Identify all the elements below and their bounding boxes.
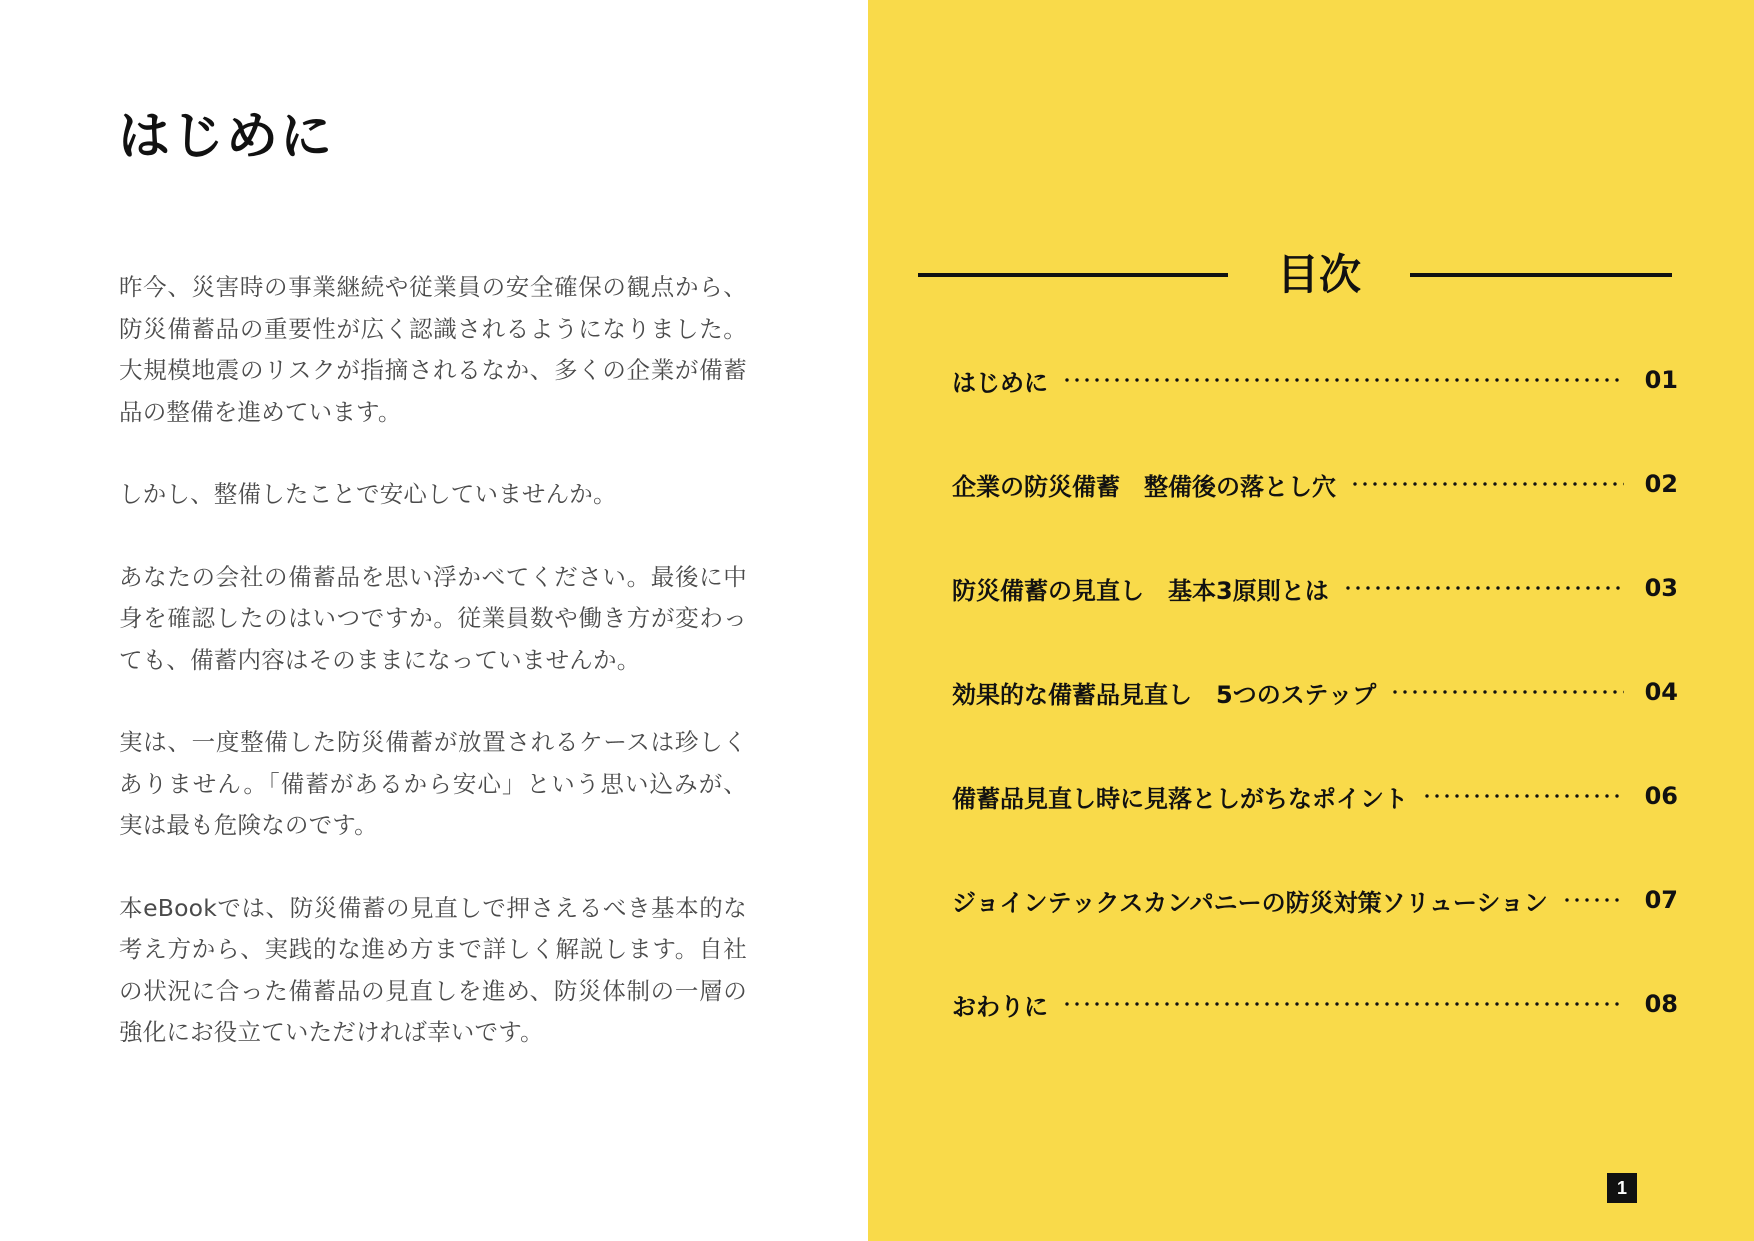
toc-leader-dots: [1390, 690, 1624, 694]
toc-entry-five-steps[interactable]: [952, 668, 1678, 716]
intro-paragraph: しかし、整備したことで安心していませんか。: [119, 480, 617, 508]
toc-entry-overlooked-points[interactable]: [952, 772, 1678, 820]
toc-entry-page: 07: [1644, 886, 1678, 914]
intro-paragraph: 昨今、災害時の事業継続や従業員の安全確保の観点から、防災備蓄品の重要性が広く認識されるようになりました。大規模地震のリスクが指摘されるなか、多くの企業が備蓄品の整備を進めています。: [119, 273, 747, 426]
toc-entry-pitfalls[interactable]: [952, 460, 1678, 508]
toc-entry-label: おわりに: [952, 992, 1048, 1021]
toc-header: [918, 240, 1672, 310]
intro-paragraph: 実は、一度整備した防災備蓄が放置されるケースは珍しくありません。「備蓄があるから安心」という思い込みが、実は最も危険なのです。: [119, 728, 747, 839]
left-page: [0, 0, 868, 1241]
toc-leader-dots: [1062, 378, 1624, 382]
toc-entry-label: 防災備蓄の見直し 基本3原則とは: [952, 576, 1329, 605]
toc-entry-introduction[interactable]: [952, 356, 1678, 404]
toc-leader-dots: [1343, 586, 1624, 590]
toc-leader-dots: [1062, 1002, 1624, 1006]
toc-entry-page: 04: [1644, 678, 1678, 706]
toc-leader-dots: [1422, 794, 1624, 798]
toc-title: 目次: [1276, 250, 1361, 299]
toc-entry-conclusion[interactable]: [952, 980, 1678, 1028]
toc-entry-solutions[interactable]: [952, 876, 1678, 924]
toc-entry-page: 01: [1644, 366, 1678, 394]
toc-title-rule-right: [1410, 273, 1672, 277]
toc-title-rule-left: [918, 273, 1228, 277]
toc-entry-label: 効果的な備蓄品見直し 5つのステップ: [952, 680, 1377, 709]
intro-paragraph: あなたの会社の備蓄品を思い浮かべてください。最後に中身を確認したのはいつですか。従業員数や働き方が変わっても、備蓄内容はそのままになっていませんか。: [119, 562, 747, 674]
toc-entry-page: 06: [1644, 782, 1678, 810]
intro-body: [119, 267, 747, 1095]
page-number-badge: 1: [1607, 1173, 1637, 1203]
toc-entry-label: 備蓄品見直し時に見落としがちなポイント: [952, 784, 1408, 813]
toc-entry-three-principles[interactable]: [952, 564, 1678, 612]
toc-entry-label: 企業の防災備蓄 整備後の落とし穴: [952, 472, 1336, 501]
table-of-contents-panel: [868, 0, 1754, 1241]
toc-entry-page: 02: [1644, 470, 1678, 498]
intro-title: はじめに: [118, 107, 335, 167]
toc-leader-dots: [1562, 898, 1624, 902]
toc-entry-label: ジョインテックスカンパニーの防災対策ソリューション: [952, 888, 1548, 917]
toc-entry-label: はじめに: [952, 368, 1048, 397]
toc-leader-dots: [1350, 482, 1624, 486]
toc-entry-page: 08: [1644, 990, 1678, 1018]
toc-list: [952, 356, 1678, 1084]
intro-paragraph: 本eBookでは、防災備蓄の見直しで押さえるべき基本的な考え方から、実践的な進め方まで詳しく解説します。自社の状況に合った備蓄品の見直しを進め、防災体制の一層の強化にお役立ていただければ幸いです。: [119, 893, 747, 1046]
toc-entry-page: 03: [1644, 574, 1678, 602]
